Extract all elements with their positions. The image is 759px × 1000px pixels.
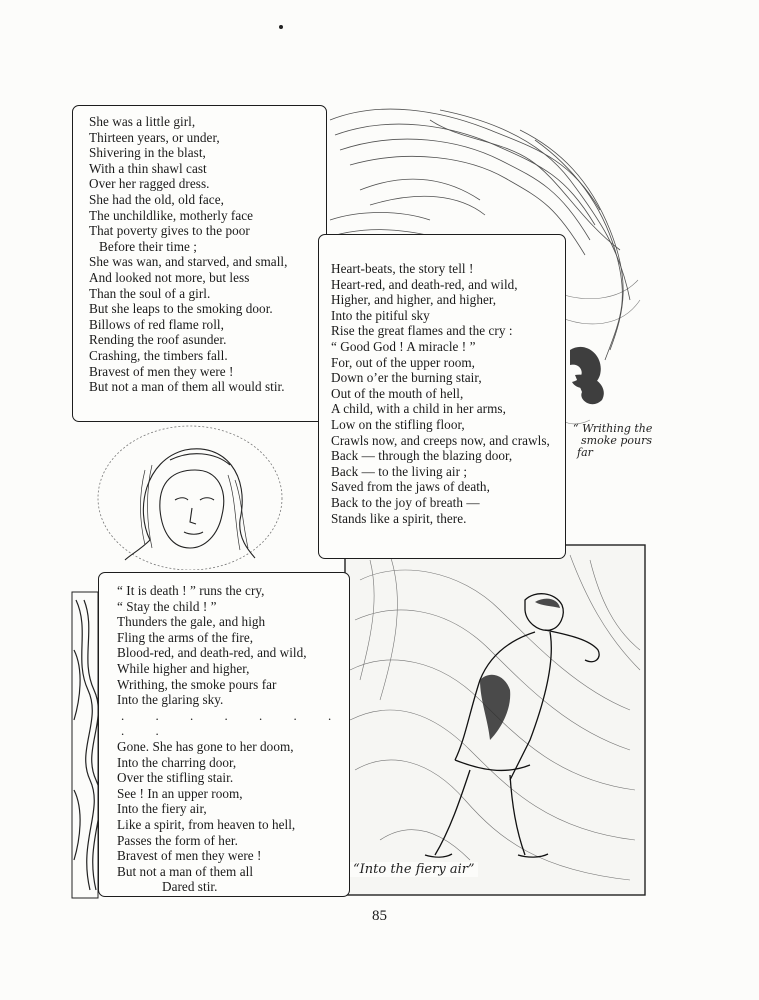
poem-line: Bravest of men they were ! (117, 848, 262, 864)
poem-line: Heart-beats, the story tell ! (331, 261, 474, 276)
poem-line: Billows of red flame roll, (89, 316, 224, 332)
poem-line: Into the pitiful sky (331, 307, 430, 323)
poem-box-lower-left (98, 572, 350, 897)
poem-line: Into the glaring sky. (117, 692, 224, 708)
poem-line: Into the fiery air, (117, 801, 207, 817)
poem-line: Thirteen years, or under, (89, 129, 220, 145)
poem-line: With a thin shawl cast (89, 160, 207, 176)
poem-line: Over the stifling stair. (117, 770, 234, 786)
poem-box-middle-right (318, 234, 566, 559)
poem-line: That poverty gives to the poor (89, 223, 250, 239)
poem-line: Back to the joy of breath — (331, 494, 480, 510)
poem-line: Than the soul of a girl. (89, 285, 211, 301)
fire-scene-illustration (340, 540, 650, 900)
poem-line: “ Stay the child ! ” (117, 598, 217, 614)
poem-line: Gone. She has gone to her doom, (117, 738, 294, 754)
smoke-illustration-caption (573, 423, 653, 459)
decorative-flame-border (70, 590, 100, 900)
poem-line: “ Good God ! A miracle ! ” (331, 338, 476, 354)
poem-line: And looked not more, but less (89, 269, 250, 285)
girl-portrait-illustration (90, 420, 290, 570)
poem-line: Bravest of men they were ! (89, 363, 234, 379)
poem-line: Stands like a spirit, there. (331, 510, 467, 526)
poem-line: Rise the great flames and the cry : (331, 323, 513, 339)
poem-line: Dared stir. (162, 879, 218, 895)
poem-line: Like a spirit, from heaven to hell, (117, 816, 296, 832)
poem-line: Over her ragged dress. (89, 176, 210, 192)
poem-line: She was wan, and starved, and small, (89, 254, 288, 270)
poem-box-upper-left (72, 105, 327, 422)
poem-line: For, out of the upper room, (331, 354, 476, 370)
poem-line: Before their time ; (99, 238, 197, 254)
poem-line: Crawls now, and creeps now, and crawls, (331, 432, 550, 448)
poem-line: Into the charring door, (117, 754, 237, 770)
poem-line: Thunders the gale, and high (117, 614, 266, 630)
poem-line: The unchildlike, motherly face (89, 207, 254, 223)
section-break-dots: . . . . . . . . . (121, 707, 346, 739)
poem-line: Shivering in the blast, (89, 145, 206, 161)
poem-line: Fling the arms of the fire, (117, 629, 254, 645)
caption-line: far (577, 446, 593, 459)
poem-line: But not a man of them all would stir. (89, 379, 285, 395)
poem-line: “ It is death ! ” runs the cry, (117, 583, 265, 598)
caption-line: “ Writhing the (573, 422, 653, 435)
ink-speck (279, 25, 283, 29)
poem-line: Writhing, the smoke pours far (117, 676, 277, 692)
poem-line: A child, with a child in her arms, (331, 401, 506, 417)
poem-line: Back — through the blazing door, (331, 448, 513, 464)
poem-line: She had the old, old face, (89, 191, 224, 207)
poem-line: Blood-red, and death-red, and wild, (117, 645, 307, 661)
poem-line: Crashing, the timbers fall. (89, 347, 228, 363)
poem-line: But not a man of them all (117, 863, 254, 879)
poem-line: She was a little girl, (89, 114, 196, 129)
poem-line: Saved from the jaws of death, (331, 479, 490, 495)
caption-line: smoke pours (581, 434, 653, 447)
poem-line: While higher and higher, (117, 660, 250, 676)
poem-line: Back — to the living air ; (331, 463, 468, 479)
poem-line: Higher, and higher, and higher, (331, 292, 497, 308)
poem-line: Low on the stifling floor, (331, 416, 465, 432)
poem-line: Out of the mouth of hell, (331, 385, 464, 401)
poem-line: Rending the roof asunder. (89, 332, 227, 348)
poem-line: Passes the form of her. (117, 832, 238, 848)
page-number: 85 (372, 908, 387, 924)
poem-line: But she leaps to the smoking door. (89, 301, 273, 317)
fire-illustration-caption: “Into the fiery air” (350, 862, 478, 877)
poem-line: Down o’er the burning stair, (331, 370, 482, 386)
poem-line: Heart-red, and death-red, and wild, (331, 276, 518, 292)
poem-line: See ! In an upper room, (117, 785, 243, 801)
